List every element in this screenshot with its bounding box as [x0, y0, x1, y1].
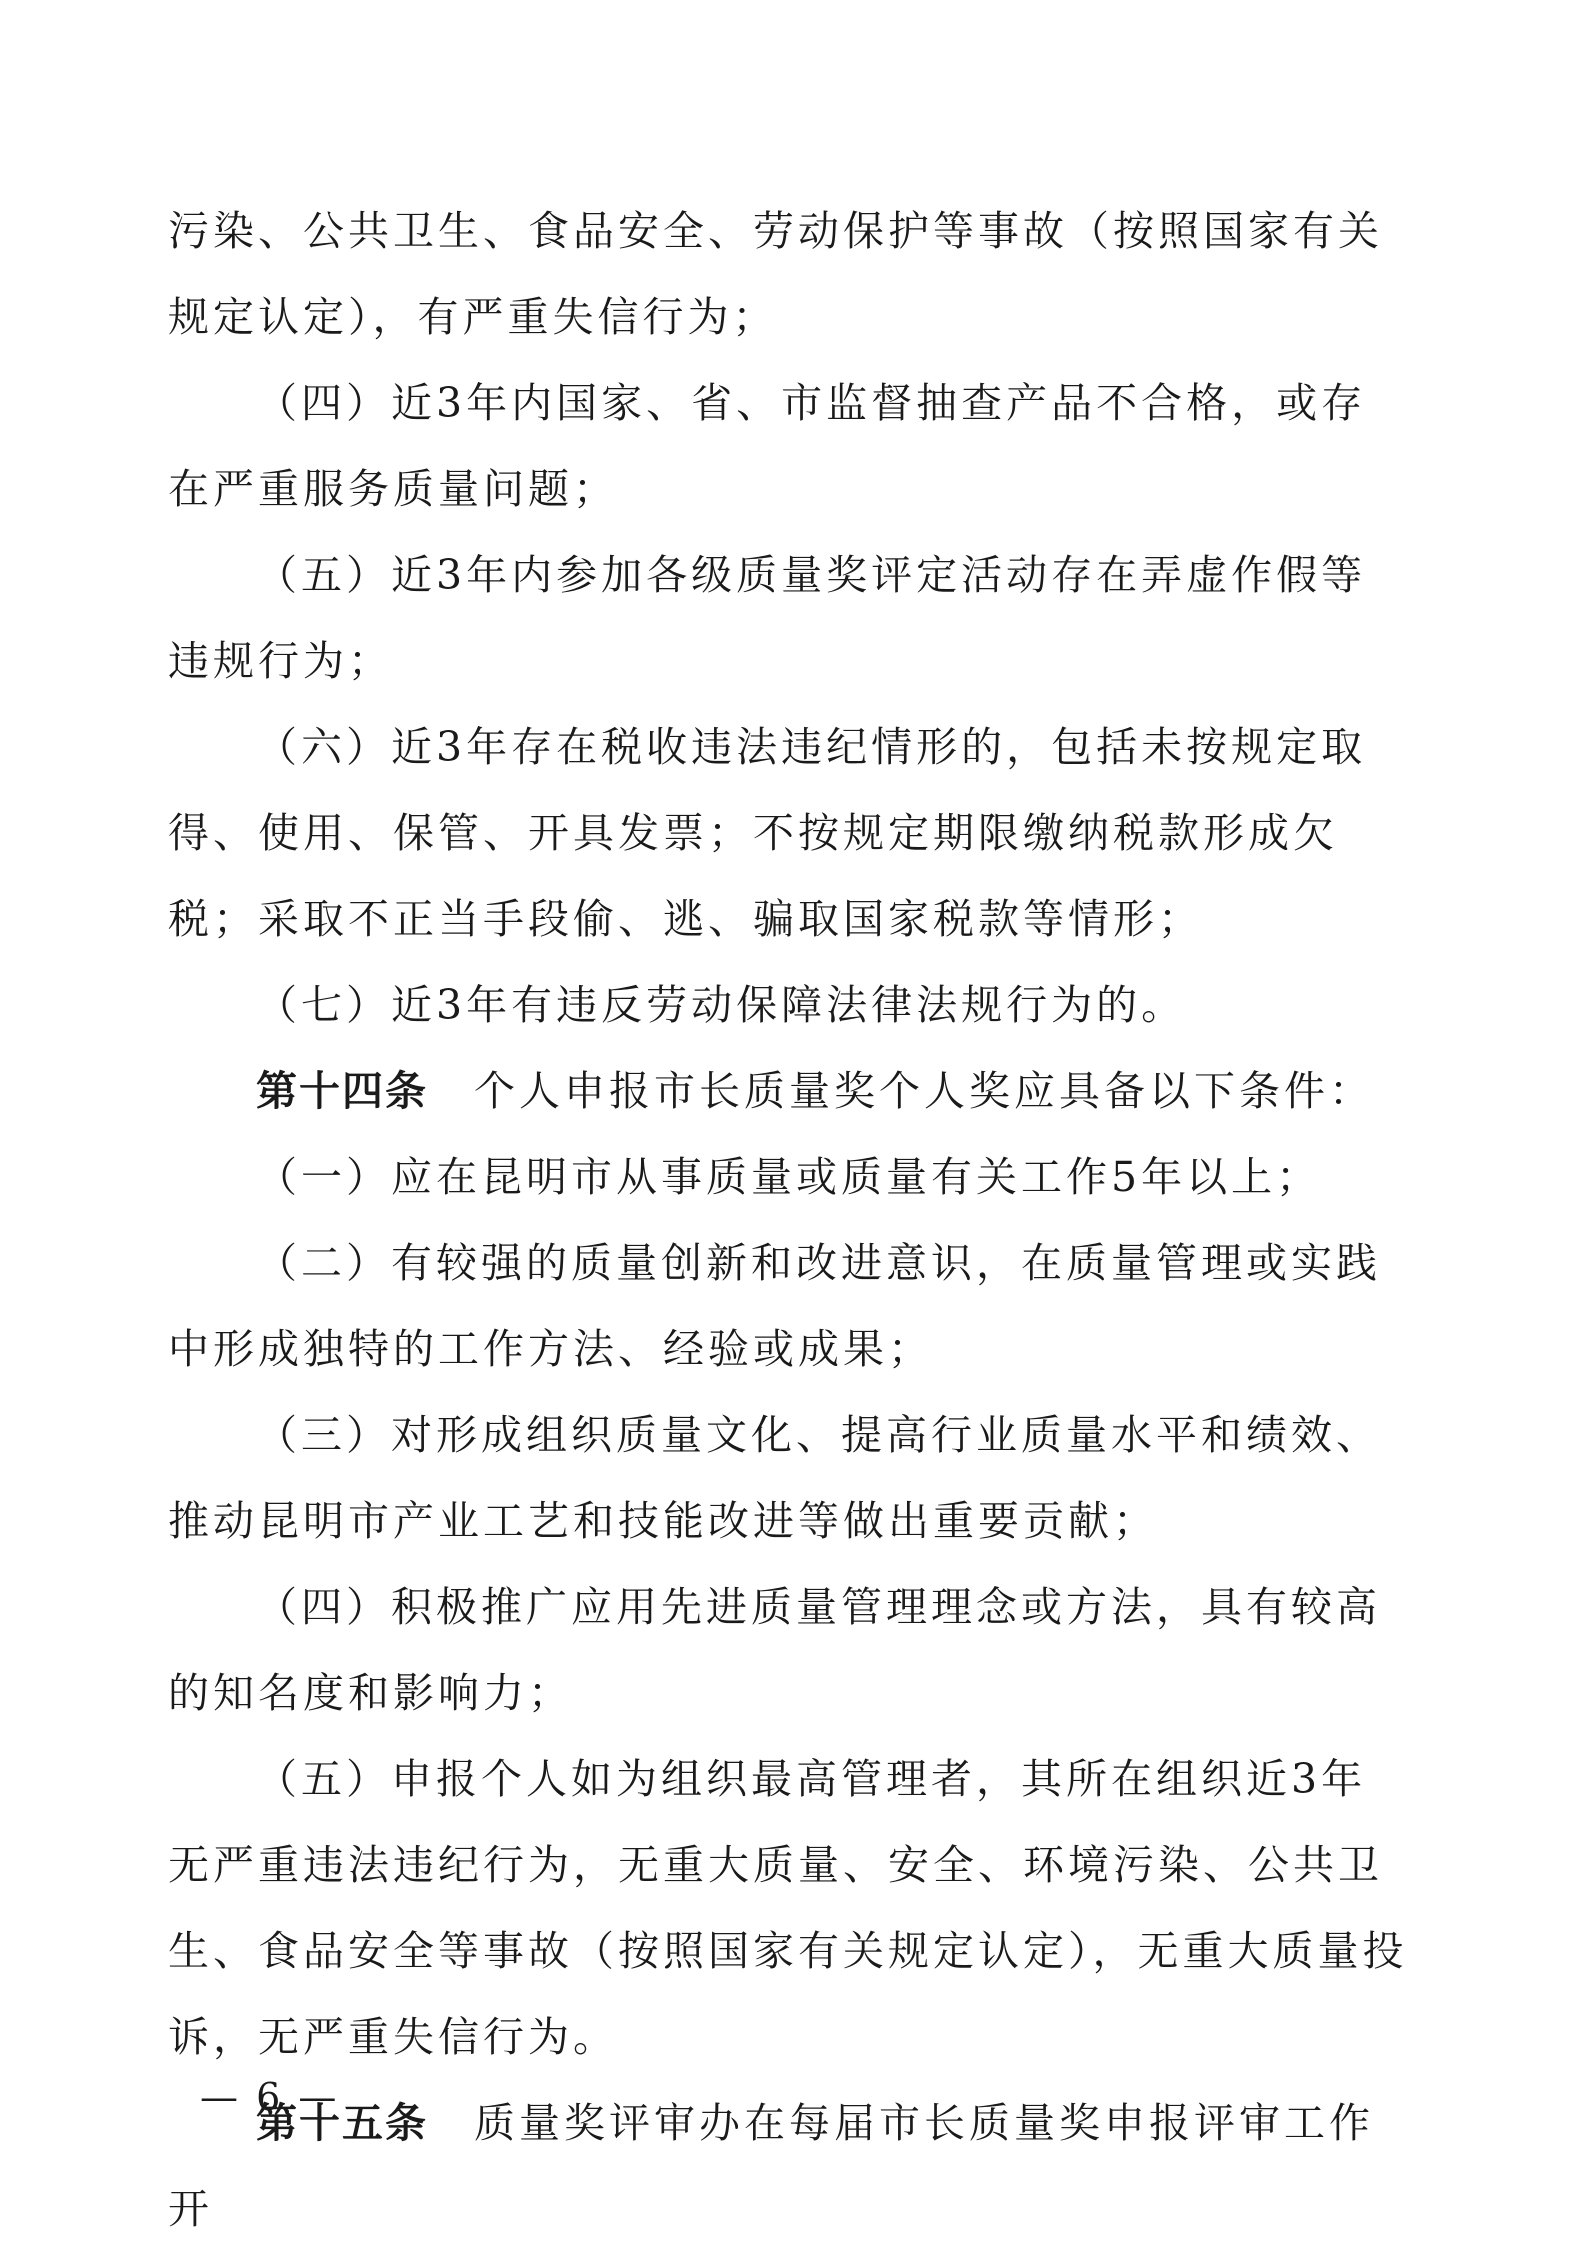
article-paragraph — [168, 2080, 1408, 2252]
article-heading: 第十四条 — [256, 1067, 428, 1115]
paragraph: （三）对形成组织质量文化、提高行业质量水平和绩效、推动昆明市产业工艺和技能改进等做出重要贡献； — [168, 1411, 1381, 1545]
document-body — [168, 188, 1408, 2252]
article-text: 个人申报市长质量奖个人奖应具备以下条件： — [474, 1067, 1374, 1115]
paragraph: （四）近3年内国家、省、市监督抽查产品不合格，或存在严重服务质量问题； — [168, 379, 1367, 513]
paragraph: （一）应在昆明市从事质量或质量有关工作5年以上； — [256, 1153, 1322, 1201]
paragraph: （四）积极推广应用先进质量管理理念或方法，具有较高的知名度和影响力； — [168, 1583, 1381, 1717]
page-number: — 6 — — [200, 2075, 340, 2119]
paragraph: （二）有较强的质量创新和改进意识，在质量管理或实践中形成独特的工作方法、经验或成果； — [168, 1239, 1381, 1373]
article-paragraph — [168, 1048, 1408, 1134]
paragraph: （六）近3年存在税收违法违纪情形的，包括未按规定取得、使用、保管、开具发票；不按规定期限缴纳税款形成欠税；采取不正当手段偷、逃、骗取国家税款等情形； — [168, 723, 1367, 943]
article-heading: 第十五条 — [256, 2099, 428, 2147]
article-text: 质量奖评审办在每届市长质量奖申报评审工作开 — [168, 2099, 1374, 2233]
paragraph: （五）申报个人如为组织最高管理者，其所在组织近3年无严重违法违纪行为，无重大质量、安全、环境污染、公共卫生、食品安全等事故（按照国家有关规定认定），无重大质量投诉，无严重失信行为。 — [168, 1755, 1408, 2061]
paragraph: 污染、公共卫生、食品安全、劳动保护等事故（按照国家有关规定认定），有严重失信行为； — [168, 207, 1383, 341]
paragraph: （五）近3年内参加各级质量奖评定活动存在弄虚作假等违规行为； — [168, 551, 1367, 685]
paragraph: （七）近3年有违反劳动保障法律法规行为的。 — [256, 981, 1187, 1029]
